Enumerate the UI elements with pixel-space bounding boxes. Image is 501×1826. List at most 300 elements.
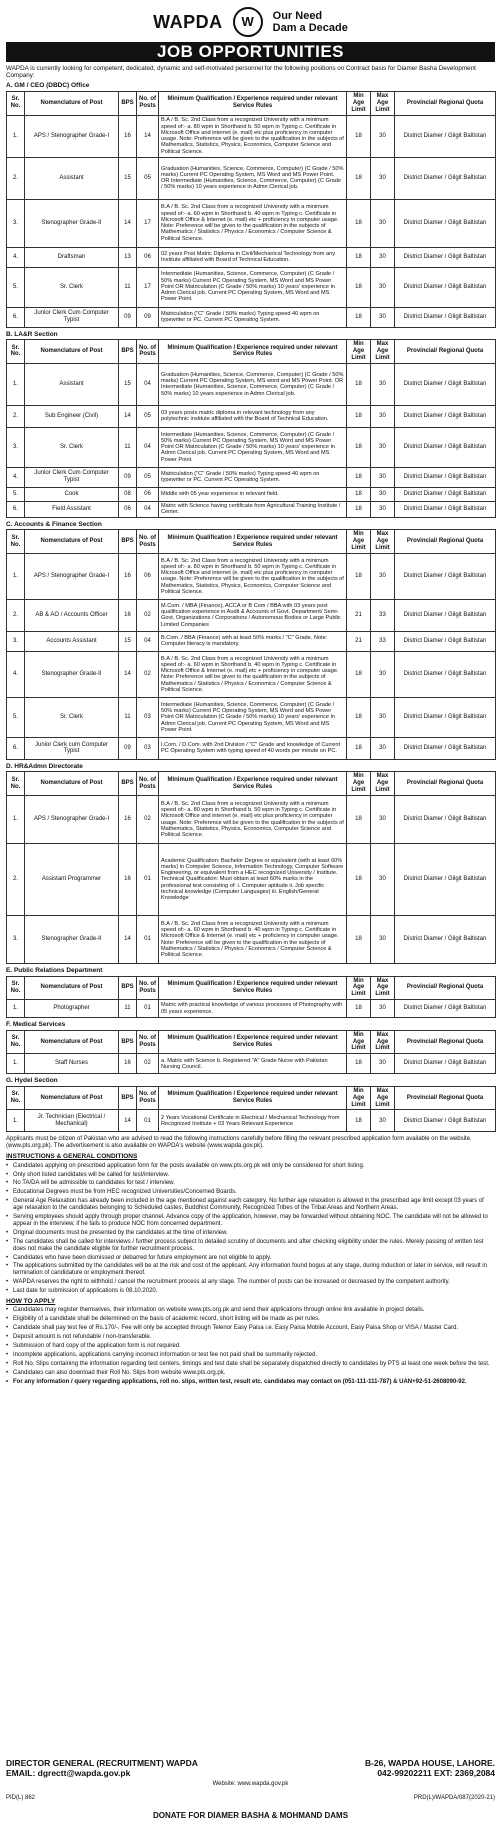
list-item: • The applications submitted by the candidates will be at the risk and cost of the applicant. Any information found bogus at any stage, during induction or later in service, will result in termination of candidature or employment thereof. (6, 1263, 495, 1277)
intro-text: WAPDA is currently looking for competent, dedicated, dynamic and self-motivated personnel for the following positions on Contract basis for Diamer Basha Development Company: (6, 65, 476, 80)
table-row (7, 553, 496, 599)
cell-bps: 14 (119, 651, 137, 697)
cell-min: 18 (347, 427, 371, 467)
cell-min: 18 (347, 1000, 371, 1018)
cell-max: 30 (371, 115, 395, 157)
cell-min: 18 (347, 501, 371, 517)
cell-min: 18 (347, 737, 371, 759)
cell-nop: 02 (137, 1054, 159, 1074)
column-header: No. of Posts (137, 772, 159, 796)
column-header: Provincial/ Regional Quota (395, 91, 496, 115)
cell-bps: 14 (119, 405, 137, 427)
contact-info: • For any information / query regarding applications, roll no. slips, written test, result etc. candidates may contact on (051-111-111-787) & UAN+92-51-2608090-92. (6, 1379, 495, 1386)
cell-nop: 02 (137, 796, 159, 844)
table-row (7, 307, 496, 327)
table-row (7, 599, 496, 631)
cell-req: M.Com. / MBA (Finance), ACCA or B Com / BBA with 03 years post qualification experience in Audit & Accounts of Govt. Department/ Semi-Govt. Organizations / Corporations / Autonomous Bodies or Large Public Limited Companies (159, 599, 347, 631)
cell-post: Stenographer Grade-II (25, 651, 119, 697)
jobs-table (6, 91, 496, 328)
cell-sr: 3. (7, 631, 25, 651)
cell-quota: District Diamer / Gilgit Baltistan (395, 697, 496, 737)
table-row (7, 467, 496, 487)
column-header: BPS (119, 340, 137, 364)
cell-bps: 11 (119, 697, 137, 737)
column-header: Nomenclature of Post (25, 340, 119, 364)
table-row (7, 157, 496, 199)
cell-quota: District Diamer / Gilgit Baltistan (395, 651, 496, 697)
cell-req: B.Com. / BBA (Finance) with at least 50% marks / "C" Grade. Note: Computer literacy is mandatory. (159, 631, 347, 651)
cell-req: a. Matric with Science b. Registered "A" Grade Nurse with Pakistan Nursing Council. (159, 1054, 347, 1074)
table-row (7, 427, 496, 467)
cell-max: 30 (371, 916, 395, 964)
cell-max: 30 (371, 307, 395, 327)
column-header: Sr. No. (7, 976, 25, 1000)
cell-min: 18 (347, 199, 371, 247)
cell-post: Sub Engineer (Civil) (25, 405, 119, 427)
table-row (7, 267, 496, 307)
column-header: Sr. No. (7, 1086, 25, 1110)
column-header: Nomenclature of Post (25, 530, 119, 554)
cell-bps: 09 (119, 737, 137, 759)
cell-sr: 6. (7, 737, 25, 759)
section-title: A. GM / CEO (DBDC) Office (6, 82, 90, 90)
column-header: No. of Posts (137, 976, 159, 1000)
cell-req: Matriculation ("C" Grade / 50% marks) Typing speed 40 wpm on typewriter or PC. Current PC Operating System. (159, 467, 347, 487)
cell-sr: 1. (7, 1000, 25, 1018)
org-name: WAPDA (153, 11, 223, 32)
tagline-line-2: Dam a Decade (272, 22, 348, 34)
list-item: • WAPDA reserves the right to withhold / cancel the recruitment process at any stage. The number of posts can be increased or decreased by the competent authority. (6, 1279, 495, 1286)
cell-post: Junior Clerk Cum Computer Typist (25, 467, 119, 487)
table-row (7, 199, 496, 247)
cell-req: B.A / B. Sc. 2nd Class from a recognized University with a minimum speed of:- a. 80 wpm in Shorthand b. 50 wpm in Typing c. Certificate in Microsoft Office and internet (e. mail) etc plus proficiency in computer usage. Note: Preference will be given to the qualification in the subjects of Mathematics, Statistics, Physics, Economics, Computer Science and Political Science. (159, 796, 347, 844)
column-header: BPS (119, 530, 137, 554)
cell-min: 18 (347, 1110, 371, 1132)
table-row (7, 1000, 496, 1018)
cell-post: Draftsman (25, 247, 119, 267)
column-header: Sr. No. (7, 340, 25, 364)
cell-sr: 1. (7, 1054, 25, 1074)
column-header: Provincial/ Regional Quota (395, 340, 496, 364)
table-row (7, 501, 496, 517)
cell-post: Assistant (25, 363, 119, 405)
table-row (7, 487, 496, 501)
column-header: Min Age Limit (347, 772, 371, 796)
cell-bps: 06 (119, 501, 137, 517)
cell-quota: District Diamer / Gilgit Baltistan (395, 199, 496, 247)
cell-quota: District Diamer / Gilgit Baltistan (395, 553, 496, 599)
instructions (6, 1136, 495, 1385)
cell-nop: 01 (137, 1110, 159, 1132)
cell-nop: 02 (137, 651, 159, 697)
cell-bps: 13 (119, 247, 137, 267)
cell-bps: 16 (119, 844, 137, 916)
donate-banner: DONATE FOR DIAMER BASHA & MOHMAND DAMS (152, 1810, 349, 1820)
cell-sr: 1. (7, 1110, 25, 1132)
list-item: • Candidates can also download their Roll No. Slips from website www.pts.org.pk. (6, 1370, 495, 1377)
column-header: Provincial/ Regional Quota (395, 772, 496, 796)
cell-nop: 04 (137, 631, 159, 651)
cell-post: Sr. Clerk (25, 427, 119, 467)
section-title: G. Hydel Section (6, 1077, 58, 1085)
list-item: • Eligibility of a candidate shall be determined on the basis of academic record, short listing will be made as per rules. (6, 1316, 495, 1323)
list-item: • The candidates shall be called for interviews / further process subject to detailed scrutiny of documents and after checking eligibility under the rules. Merely passing of written test does not make the candidate eligible for further recruitment process. (6, 1239, 495, 1253)
cell-post: Assistant (25, 157, 119, 199)
jobs-table (6, 1086, 496, 1133)
cell-bps: 15 (119, 631, 137, 651)
cell-quota: District Diamer / Gilgit Baltistan (395, 157, 496, 199)
cell-req: Academic Qualification: Bachelor Degree or equivalent (with at least 60% marks) in Computer Science, Information Technology, Computer Software Engineering, or equivalent from a HEC recognized University / Institute. Technical Qualification: Must obtain at least 60% marks in the professional test consisting of: i. Computer aptitude ii. Job specific technical knowledge (Computer Languages) iii. English/General Knowledge (159, 844, 347, 916)
cell-post: APS / Stenographer Grade-I (25, 115, 119, 157)
cell-quota: District Diamer / Gilgit Baltistan (395, 501, 496, 517)
cell-post: Assistant Programmer (25, 844, 119, 916)
column-header: Min Age Limit (347, 1086, 371, 1110)
cell-max: 30 (371, 157, 395, 199)
cell-nop: 01 (137, 844, 159, 916)
cell-min: 18 (347, 115, 371, 157)
column-header: Sr. No. (7, 1030, 25, 1054)
cell-req: I.Com. / D.Com. with 2nd Division / "C" Grade and knowledge of Current PC Operating System with typing speed of 40 words per minute on PC. (159, 737, 347, 759)
cell-nop: 03 (137, 737, 159, 759)
cell-bps: 16 (119, 115, 137, 157)
section-title: E. Public Relations Department (6, 967, 103, 975)
cell-bps: 15 (119, 363, 137, 405)
column-header: BPS (119, 772, 137, 796)
table-row (7, 796, 496, 844)
list-item: • No TA/DA will be admissible to candidates for test / interview. (6, 1180, 495, 1187)
cell-bps: 16 (119, 553, 137, 599)
cell-max: 30 (371, 553, 395, 599)
cell-req: 03 years posts matric diploma in relevant technology from any polytechnic institute affiliated with the Board of Technical Education. (159, 405, 347, 427)
cell-req: 02 years Post Matric Diploma in Civil/Mechanical Technology from any Institute affiliated with Board of Technical Education. (159, 247, 347, 267)
cell-sr: 1. (7, 363, 25, 405)
cell-post: APS / Stenographer Grade-I (25, 553, 119, 599)
cell-max: 33 (371, 631, 395, 651)
cell-quota: District Diamer / Gilgit Baltistan (395, 363, 496, 405)
cell-post: AB & AO / Accounts Officer (25, 599, 119, 631)
table-row (7, 737, 496, 759)
column-header: No. of Posts (137, 530, 159, 554)
list-item: • Educational Degrees must be from HEC recognized Universities/Concerned Boards. (6, 1189, 495, 1196)
reference-numbers (6, 1795, 495, 1802)
cell-post: Cook (25, 487, 119, 501)
jobs-table (6, 1030, 496, 1075)
cell-nop: 04 (137, 427, 159, 467)
cell-post: Field Assistant (25, 501, 119, 517)
jobs-table (6, 976, 496, 1019)
column-header: Minimum Qualification / Experience required under relevant Service Rules (159, 976, 347, 1000)
tagline-line-1: Our Need (272, 9, 323, 22)
list-item: • Original documents must be presented by the candidates at the time of interview. (6, 1230, 495, 1237)
cell-max: 30 (371, 737, 395, 759)
cell-nop: 09 (137, 307, 159, 327)
column-header: Max Age Limit (371, 530, 395, 554)
cell-post: Junior Clerk Cum Computer Typist (25, 307, 119, 327)
cell-post: Staff Nurses (25, 1054, 119, 1074)
how-to-apply-list (6, 1307, 495, 1376)
cell-req: B.A / B. Sc. 2nd Class from a recognized University with a minimum speed of:- a. 80 wpm in Shorthand b. 50 wpm in Typing c. Certificate in Microsoft Office and internet (e. mail) etc plus proficiency in computer usage. Note: Preference will be given to the qualification in the subjects of Mathematics, Statistics, Physics, Economics, Computer Science and Political Science. (159, 115, 347, 157)
column-header: Min Age Limit (347, 1030, 371, 1054)
list-item: • Candidates who have been dismissed or debarred for future employment are not eligible to apply. (6, 1255, 495, 1262)
list-item: • Candidates may register themselves, their information on website www.pts.org.pk and send their applications through online link available in project details. (6, 1307, 495, 1314)
cell-max: 33 (371, 599, 395, 631)
cell-nop: 06 (137, 553, 159, 599)
cell-nop: 05 (137, 467, 159, 487)
cell-req: Graduation (Humanities, Science, Commerce, Computer) (C Grade / 50% marks) Current PC Operating System, MS Word and MS Power Point. OR Intermediate (Humanities, Science, Commerce, Computer) (C Grade / 50% marks) 10 years experience in Admn Clerical job. (159, 157, 347, 199)
cell-min: 18 (347, 697, 371, 737)
list-item: • Deposit amount is not refundable / non-transferable. (6, 1334, 495, 1341)
cell-max: 30 (371, 405, 395, 427)
table-row (7, 115, 496, 157)
cell-quota: District Diamer / Gilgit Baltistan (395, 1000, 496, 1018)
jobs-table (6, 771, 496, 964)
cell-quota: District Diamer / Gilgit Baltistan (395, 1110, 496, 1132)
list-item: • Candidate shall pay test fee of Rs.170/-. Fee will only be accepted through Telenor Easy Paisa i.e. Easy Paisa Mobile Account, Easy Paisa Shop or VISA / Master Card. (6, 1325, 495, 1332)
section-title: D. HR&Admn Directorate (6, 762, 83, 770)
cell-min: 18 (347, 467, 371, 487)
cell-max: 30 (371, 427, 395, 467)
cell-sr: 2. (7, 405, 25, 427)
cell-quota: District Diamer / Gilgit Baltistan (395, 307, 496, 327)
list-item: • Submission of hard copy of the application form is not required. (6, 1343, 495, 1350)
cell-nop: 04 (137, 363, 159, 405)
cell-nop: 01 (137, 1000, 159, 1018)
cell-max: 30 (371, 651, 395, 697)
cell-quota: District Diamer / Gilgit Baltistan (395, 247, 496, 267)
column-header: Nomenclature of Post (25, 1086, 119, 1110)
column-header: Max Age Limit (371, 1086, 395, 1110)
list-item: • Candidates applying on prescribed application form for the posts available on www.pts.org.pk will only be considered for short listing. (6, 1163, 495, 1170)
column-header: Max Age Limit (371, 976, 395, 1000)
cell-quota: District Diamer / Gilgit Baltistan (395, 796, 496, 844)
tagline (273, 10, 348, 34)
cell-sr: 5. (7, 487, 25, 501)
footer (6, 1759, 495, 1788)
cell-post: Sr. Clerk (25, 267, 119, 307)
cell-nop: 06 (137, 487, 159, 501)
cell-post: Stenographer Grade-II (25, 916, 119, 964)
column-header: Provincial/ Regional Quota (395, 530, 496, 554)
cell-sr: 3. (7, 427, 25, 467)
cell-max: 30 (371, 501, 395, 517)
cell-quota: District Diamer / Gilgit Baltistan (395, 844, 496, 916)
column-header: Minimum Qualification / Experience required under relevant Service Rules (159, 772, 347, 796)
cell-req: Intermediate (Humanities, Science, Commerce, Computer) (C Grade / 50% marks) Current PC Operating System, MS Word and MS Power Point OR Matriculation (C Grade / 50% marks) 10 years' experience in Admn Clerical job. Current PC Operating System, MS Word and MS Power Point. (159, 267, 347, 307)
table-row (7, 631, 496, 651)
cell-sr: 3. (7, 199, 25, 247)
cell-quota: District Diamer / Gilgit Baltistan (395, 1054, 496, 1074)
column-header: Provincial/ Regional Quota (395, 976, 496, 1000)
cell-bps: 11 (119, 267, 137, 307)
cell-min: 18 (347, 307, 371, 327)
header (6, 4, 495, 40)
cell-quota: District Diamer / Gilgit Baltistan (395, 737, 496, 759)
cell-min: 18 (347, 405, 371, 427)
cell-sr: 1. (7, 553, 25, 599)
column-header: BPS (119, 1030, 137, 1054)
list-item: • Last date for submission of applications is 08.10.2020. (6, 1288, 495, 1295)
general-conditions-title: INSTRUCTIONS & GENERAL CONDITIONS (6, 1153, 138, 1161)
cell-quota: District Diamer / Gilgit Baltistan (395, 267, 496, 307)
cell-bps: 11 (119, 1000, 137, 1018)
cell-req: Intermediate (Humanities, Science, Commerce, Computer) (C Grade / 50% marks) Current PC Operating System, MS Word and MS Power Point OR Matriculation (C Grade / 50% marks) 10 years' experience in Admn Clerical job. Current PC Operating System, MS Word and MS Power Point. (159, 697, 347, 737)
cell-sr: 4. (7, 467, 25, 487)
cell-max: 30 (371, 363, 395, 405)
cell-bps: 16 (119, 796, 137, 844)
column-header: Min Age Limit (347, 340, 371, 364)
cell-req: Matric with Science having certificate from Agricultural Training Institute / Center. (159, 501, 347, 517)
cell-sr: 1. (7, 115, 25, 157)
column-header: Min Age Limit (347, 91, 371, 115)
column-header: BPS (119, 91, 137, 115)
section-title: B. LA&R Section (6, 330, 58, 338)
cell-bps: 09 (119, 307, 137, 327)
cell-post: Junior Clerk cum Computer Typist (25, 737, 119, 759)
cell-post: Photographer (25, 1000, 119, 1018)
cell-quota: District Diamer / Gilgit Baltistan (395, 405, 496, 427)
cell-sr: 4. (7, 247, 25, 267)
column-header: No. of Posts (137, 1030, 159, 1054)
prd-number: PRD(L)/WAPDA/087(2020-21) (413, 1795, 495, 1802)
cell-nop: 17 (137, 267, 159, 307)
column-header: Nomenclature of Post (25, 91, 119, 115)
column-header: Provincial/ Regional Quota (395, 1086, 496, 1110)
instructions-note: Applicants must be citizen of Pakistan who are advised to read the following instructions carefully before filling the relevant prescribed application form available on the website. (www.pts.org.pk). The advertisement is also available on WAPDA's website (www.wapda.gov.pk). (6, 1136, 472, 1150)
phone: 042-99202211 EXT: 2369,2084 (377, 1768, 495, 1779)
cell-quota: District Diamer / Gilgit Baltistan (395, 467, 496, 487)
cell-bps: 08 (119, 487, 137, 501)
cell-post: Accounts Assistant (25, 631, 119, 651)
cell-min: 18 (347, 487, 371, 501)
cell-sr: 4. (7, 651, 25, 697)
cell-max: 30 (371, 199, 395, 247)
column-header: Sr. No. (7, 530, 25, 554)
cell-sr: 2. (7, 157, 25, 199)
cell-nop: 06 (137, 247, 159, 267)
cell-sr: 2. (7, 844, 25, 916)
cell-sr: 6. (7, 307, 25, 327)
table-row (7, 1110, 496, 1132)
column-header: Minimum Qualification / Experience required under relevant Service Rules (159, 91, 347, 115)
table-row (7, 697, 496, 737)
cell-bps: 14 (119, 199, 137, 247)
column-header: Max Age Limit (371, 91, 395, 115)
cell-req: Graduation (Humanities, Science, Commerce, Computer) (C Grade / 50% marks) Current PC Operating System, MS word and MS Power Point. OR Intermediate (Humanities, Science, Commerce, Computer) (C Grade / 50% marks) 10 years experience in Admn Clerical job. (159, 363, 347, 405)
cell-min: 18 (347, 267, 371, 307)
list-item: • Serving employees should apply through proper channel. Advance copy of the application, however, may be forwarded without obtaining NOC. The candidate will not be allowed to appear in the interview, if he fails to produce NOC from concerned department. (6, 1214, 495, 1228)
column-header: Nomenclature of Post (25, 772, 119, 796)
cell-bps: 16 (119, 599, 137, 631)
general-conditions-list (6, 1163, 495, 1295)
section-title: C. Accounts & Finance Section (6, 520, 102, 528)
director-title: DIRECTOR GENERAL (RECRUITMENT) WAPDA (6, 1757, 198, 1768)
jobs-table (6, 529, 496, 760)
cell-min: 18 (347, 247, 371, 267)
cell-sr: 5. (7, 697, 25, 737)
cell-bps: 15 (119, 157, 137, 199)
cell-max: 30 (371, 844, 395, 916)
column-header: BPS (119, 976, 137, 1000)
cell-req: Middle with 05 year experience in relevant field. (159, 487, 347, 501)
column-header: No. of Posts (137, 91, 159, 115)
column-header: No. of Posts (137, 340, 159, 364)
cell-max: 30 (371, 697, 395, 737)
cell-min: 21 (347, 599, 371, 631)
cell-bps: 14 (119, 916, 137, 964)
column-header: Min Age Limit (347, 530, 371, 554)
table-row (7, 405, 496, 427)
cell-min: 18 (347, 844, 371, 916)
cell-req: 2 Years Vocational Certificate in Electrical / Mechanical Technology from Recognized Institute + 03 Years Relevant Experience (159, 1110, 347, 1132)
column-header: Minimum Qualification / Experience required under relevant Service Rules (159, 1030, 347, 1054)
cell-min: 18 (347, 553, 371, 599)
column-header: Provincial/ Regional Quota (395, 1030, 496, 1054)
table-row (7, 363, 496, 405)
cell-min: 18 (347, 796, 371, 844)
cell-max: 30 (371, 487, 395, 501)
cell-max: 30 (371, 1054, 395, 1074)
column-header: Nomenclature of Post (25, 976, 119, 1000)
cell-nop: 17 (137, 199, 159, 247)
column-header: Max Age Limit (371, 340, 395, 364)
cell-req: B.A / B. Sc. 2nd Class from a recognized University with a minimum speed of:- a. 80 wpm in Shorthand b. 50 wpm in Typing c. Certificate in Microsoft Office and internet (e. mail) etc plus proficiency in computer usage. Note: Preference will be given to the qualification in the subjects of Mathematics, Statistics, Physics, Economics, Computer Science and Political Science. (159, 553, 347, 599)
website-link[interactable]: Website: www.wapda.gov.pk (212, 1781, 289, 1788)
cell-bps: 14 (119, 1110, 137, 1132)
cell-nop: 02 (137, 599, 159, 631)
cell-req: Matric with practical knowledge of various processes of Photography with 05 years experience. (159, 1000, 347, 1018)
table-row (7, 1054, 496, 1074)
cell-req: B.A / B. Sc. 2nd Class from a recognized University with a minimum speed of:- a. 60 wpm in Shorthand b. 40 wpm in Typing c. Certificate in Microsoft Office & Internet (e. mail) etc + proficiency in computer usage. Note: Preference will be given to the qualification in the subjects of Mathematics / Statistics / Physics / Economics / Computer Science & Political Science. (159, 916, 347, 964)
table-row (7, 651, 496, 697)
cell-sr: 1. (7, 796, 25, 844)
cell-req: B.A / B. Sc. 2nd Class from a recognized University with a minimum speed of:- a. 60 wpm in Shorthand b. 40 wpm in Typing c. Certificate in Microsoft Office & Internet (e. mail) etc + proficiency in computer usage. Note: Preference will be given to the qualification in the subjects of Mathematics / Statistics / Physics / Economics / Computer Science & Political Science. (159, 199, 347, 247)
list-item: • Incomplete applications, applications carrying incorrect information or test fee not paid shall be summarily rejected. (6, 1352, 495, 1359)
cell-post: Jr. Technician (Electrical / Mechanical) (25, 1110, 119, 1132)
cell-sr: 6. (7, 501, 25, 517)
cell-max: 30 (371, 796, 395, 844)
list-item: • Roll No. Slips containing the information regarding test centers, timings and test date shall be separately dispatched directly to candidates by PTS at least one week before the test. (6, 1361, 495, 1368)
column-header: Minimum Qualification / Experience required under relevant Service Rules (159, 1086, 347, 1110)
cell-min: 18 (347, 363, 371, 405)
cell-req: Intermediate (Humanities, Science, Commerce, Computer) (C Grade / 50% marks) Current PC Operating System, MS Word and MS Power Point OR Matriculation (C Grade / 50% marks) 10 years' experience in Admn Clerical job. Current PC Operating System, MS Word and MS Power Point. (159, 427, 347, 467)
cell-max: 30 (371, 1000, 395, 1018)
cell-nop: 04 (137, 501, 159, 517)
wapda-logo-icon: W (233, 7, 263, 37)
list-item: • General Age Relaxation has already been included in the age mentioned against each category. No further age relaxation is allowed in the prescribed age limit except 03 years of age relaxation to the candidates belonging to Scheduled castes, Buddhist Community, Recognized Tribes of the Tribal Areas and Northern Areas. (6, 1198, 495, 1212)
email[interactable]: EMAIL: dgrectt@wapda.gov.pk (6, 1768, 131, 1779)
cell-bps: 16 (119, 1054, 137, 1074)
cell-sr: 3. (7, 916, 25, 964)
table-row (7, 916, 496, 964)
cell-sr: 5. (7, 267, 25, 307)
column-header: Sr. No. (7, 772, 25, 796)
cell-min: 18 (347, 651, 371, 697)
cell-nop: 05 (137, 157, 159, 199)
column-header: Max Age Limit (371, 1030, 395, 1054)
cell-req: B.A / B. Sc. 2nd Class from a recognized University with a minimum speed of:- a. 60 wpm in Shorthand b. 40 wpm in Typing c. Certificate in Microsoft Office & Internet (e. mail) etc + proficiency in computer usage. Note: Preference will be given to the qualification in the subjects of Mathematics / Statistics / Physics / Economics / Computer Science & Political Science. (159, 651, 347, 697)
column-header: Nomenclature of Post (25, 1030, 119, 1054)
cell-bps: 11 (119, 427, 137, 467)
cell-quota: District Diamer / Gilgit Baltistan (395, 487, 496, 501)
cell-max: 30 (371, 467, 395, 487)
cell-post: APS / Stenographer Grade-I (25, 796, 119, 844)
cell-quota: District Diamer / Gilgit Baltistan (395, 631, 496, 651)
list-item: • Only short listed candidates will be called for test/interview. (6, 1172, 495, 1179)
cell-nop: 01 (137, 916, 159, 964)
cell-nop: 14 (137, 115, 159, 157)
job-sections (6, 82, 495, 1132)
table-row (7, 247, 496, 267)
